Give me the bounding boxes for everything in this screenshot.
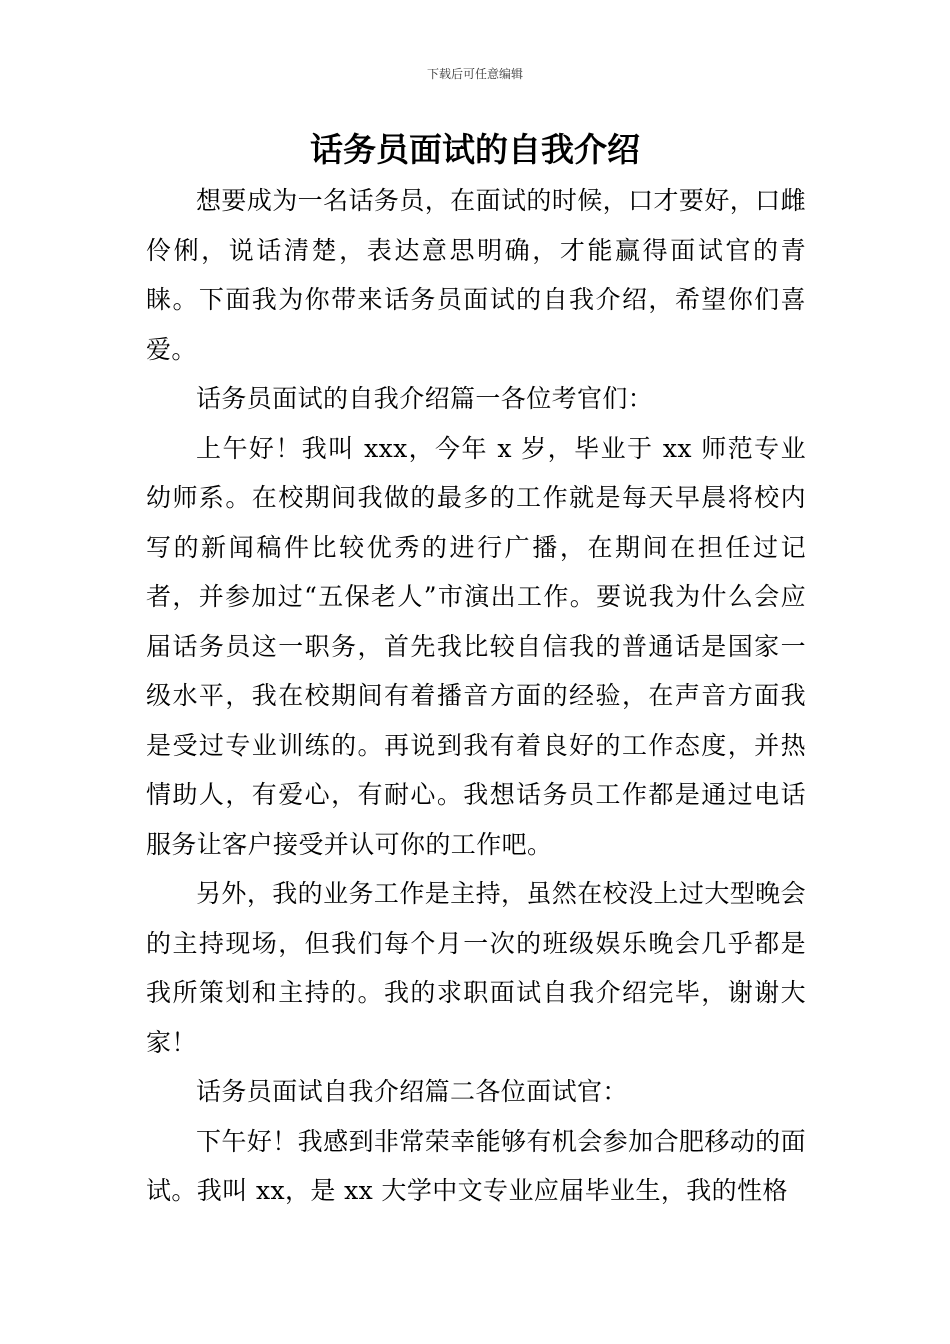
- paragraph-self-intro-two: 下午好！我感到非常荣幸能够有机会参加合肥移动的面试。我叫 xx，是 xx 大学中文专业应届毕业生，我的性格: [146, 1126, 806, 1205]
- paragraph-additional: 另外，我的业务工作是主持，虽然在校没上过大型晚会的主持现场，但我们每个月一次的班级娱乐晚会几乎都是我所策划和主持的。我的求职面试自我介绍完毕，谢谢大家！: [146, 879, 806, 1057]
- paragraph-heading-two: 话务员面试自我介绍篇二各位面试官：: [196, 1077, 628, 1106]
- document-body: [146, 176, 806, 1216]
- header-note: 下载后可任意编辑: [426, 67, 523, 81]
- document-title: 话务员面试的自我介绍: [310, 130, 640, 169]
- paragraph-intro: 想要成为一名话务员，在面试的时候，口才要好，口雌伶俐，说话清楚，表达意思明确，才能赢得面试官的青睐。下面我为你带来话务员面试的自我介绍，希望你们喜爱。: [146, 186, 806, 364]
- paragraph-heading-one: 话务员面试的自我介绍篇一各位考官们：: [196, 384, 654, 413]
- paragraph-self-intro-one: 上午好！我叫 xxx，今年 x 岁，毕业于 xx 师范专业幼师系。在校期间我做的最多的工作就是每天早晨将校内写的新闻稿件比较优秀的进行广播，在期间在担任过记者，并参加过“五保老人”市演出工作。要说我为什么会应届话务员这一职务，首先我比较自信我的普通话是国家一级水平，我在校期间有着播音方面的经验，在声音方面我是受过专业训练的。再说到我有着良好的工作态度，并热情助人，有爱心，有耐心。我想话务员工作都是通过电话服务让客户接受并认可你的工作吧。: [146, 433, 806, 859]
